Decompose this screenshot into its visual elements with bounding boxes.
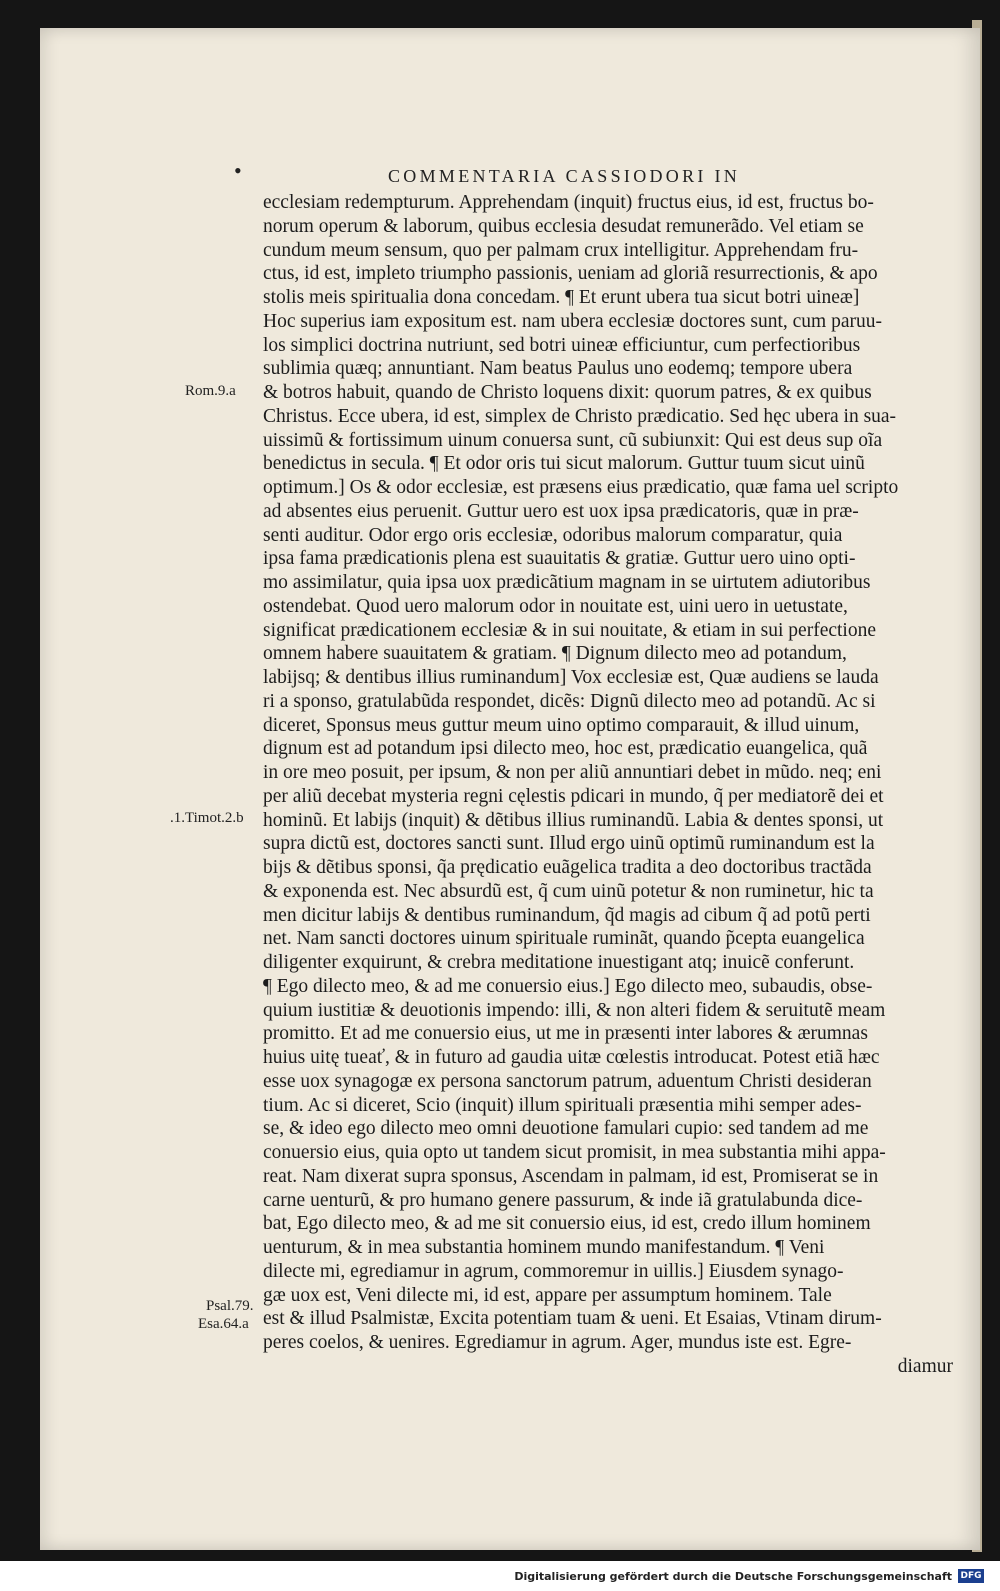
text-line: dilecte mi, egrediamur in agrum, commoremur in uillis.] Eiusdem synago- (263, 1260, 844, 1282)
text-line: ctus, id est, impleto triumpho passionis, ueniam ad gloriã resurrectionis, & apo (263, 263, 878, 285)
running-head: COMMENTARIA CASSIODORI IN (388, 166, 741, 186)
text-line: supra dictũ est, doctores sancti sunt. Illud ergo uinũ optimũ ruminandum est la (263, 833, 875, 855)
text-line: esse uox synagogæ ex persona sanctorum patrum, aduentum Christi desideran (263, 1070, 872, 1092)
text-line: conuersio eius, quia opto ut tandem sicut promisit, in mea substantia mihi appa- (263, 1142, 886, 1163)
body-text (263, 191, 953, 1379)
text-line: labijsq; & dentibus illius ruminandum] Vox ecclesiæ est, Quæ audiens se lauda (263, 667, 879, 688)
marginal-note-psal: Psal.79. (206, 1298, 254, 1314)
text-line: carne uenturũ, & pro humano genere passurum, & inde iã gratulabunda dice- (263, 1189, 863, 1211)
text-line: mo assimilatur, quia ipsa uox prædicãtium magnam in se uirtutem adiutoribus (263, 572, 871, 593)
text-line: senti auditur. Odor ergo oris ecclesiæ, odoribus malorum comparatur, quia (263, 524, 843, 546)
text-line: & botros habuit, quando de Christo loquens dixit: quorum patres, & ex quibus (263, 382, 872, 403)
text-line: huius uitę tueať, & in futuro ad gaudia uitæ cœlestis introducat. Potest etiã hæc (263, 1047, 880, 1068)
catchword: diamur (897, 1355, 953, 1377)
text-line: diligenter exquirunt, & crebra meditatione inuestigant atq; inuicẽ conferunt. (263, 952, 855, 973)
text-line: in ore meo posuit, per ipsum, & non per aliũ annuntiari debet in mũdo. neq; eni (263, 762, 882, 783)
text-line: significat prædicationem ecclesiæ & in sui nouitate, & etiam in sui perfectione (263, 619, 877, 641)
text-line: benedictus in secula. ¶ Et odor oris tui sicut malorum. Guttur tuum sicut uinũ (263, 453, 865, 475)
text-line: gæ uox est, Veni dilecte mi, id est, appare per assumptum hominem. Tale (263, 1284, 832, 1306)
text-line: est & illud Psalmistæ, Excita potentiam tuam & ueni. Et Esaias, Vtinam dirum- (263, 1308, 882, 1330)
text-line: ri a sponso, gratulabũda respondet, dicẽs: Dignũ dilecto meo ad potandũ. Ac si (263, 690, 876, 712)
marginal-note-timot: .1.Timot.2.b (170, 810, 244, 826)
text-line: per aliũ decebat mysteria regni cęlestis pdicari in mundo, q̃ per mediatorẽ dei et (263, 785, 884, 807)
text-line: ipsa fama prædicationis plena est suauitatis & gratiæ. Guttur uero uino opti- (263, 548, 856, 570)
text-line: diceret, Sponsus meus guttur meum uino optimo comparauit, & illud uinum, (263, 714, 860, 736)
text-line: uenturum, & in mea substantia hominem mundo manifestandum. ¶ Veni (263, 1237, 825, 1258)
text-line: bat, Ego dilecto meo, & ad me sit conuersio eius, id est, credo illum hominem (263, 1213, 871, 1235)
marginal-note-esa: Esa.64.a (198, 1316, 249, 1332)
text-line: los simplici doctrina nutriunt, sed botri uineæ efficiuntur, cum perfectioribus (263, 334, 861, 356)
text-line: reat. Nam dixerat supra sponsus, Ascendam in palmam, id est, Promiserat se in (263, 1165, 879, 1187)
text-line: bijs & dẽtibus sponsi, q̃a prędicatio euãgelica tradita a deo doctoribus tractãda (263, 857, 872, 878)
text-line: men dicitur labijs & dentibus ruminandum, q̃d magis ad cibum q̃ ad potũ perti (263, 904, 871, 926)
text-line: dignum est ad potandum ipsi dilecto meo, hoc est, prædicatio euangelica, quã (263, 738, 868, 760)
text-line: sublimia quæq; annuntiant. Nam beatus Paulus uno eodemq; tempore ubera (263, 358, 853, 380)
text-line: norum operum & laborum, quibus ecclesia desudat remunerãdo. Vel etiam se (263, 215, 864, 237)
footer-credit: Digitalisierung gefördert durch die Deutsche Forschungsgemeinschaft (514, 1570, 952, 1583)
text-line: ecclesiam redempturum. Apprehendam (inquit) fructus eius, id est, fructus bo- (263, 192, 874, 213)
text-line: peres coelos, & uenires. Egrediamur in agrum. Ager, mundus iste est. Egre- (263, 1332, 852, 1353)
text-line: cundum meum sensum, quo per palmam crux intelligitur. Apprehendam fru- (263, 239, 859, 261)
text-line: uissimũ & fortissimum uinum conuersa sunt, cũ subiunxit: Qui est deus sup oĩa (263, 429, 883, 451)
text-line: Hoc superius iam expositum est. nam ubera ecclesiæ doctores sunt, cum paruu- (263, 310, 882, 332)
text-line: quium iustitiæ & deuotionis impendo: illi, & non alteri fidem & seruitutẽ meam (263, 999, 886, 1021)
text-line: tium. Ac si diceret, Scio (inquit) illum spirituali præsentia mihi semper ades- (263, 1094, 862, 1116)
text-line: optimum.] Os & odor ecclesiæ, est præsens eius prædicatio, quæ fama uel scripto (263, 477, 899, 498)
text-line: ad absentes eius peruenit. Guttur uero est uox ipsa prædicatoris, quæ in præ- (263, 500, 859, 522)
dfg-logo-icon: DFG (958, 1569, 984, 1583)
text-line: hominũ. Et labijs (inquit) & dẽtibus illius ruminandũ. Labia & dentes sponsi, ut (263, 809, 884, 831)
footer-bar (0, 1561, 1000, 1591)
text-line: ostendebat. Quod uero malorum odor in nouitate est, uini uero in uetustate, (263, 595, 848, 617)
text-line: se, & ideo ego dilecto meo omni deuotione famulari cupio: sed tandem ad me (263, 1118, 869, 1140)
text-line: net. Nam sancti doctores uinum spirituale ruminãt, quando p̃cepta euangelica (263, 928, 865, 950)
marginal-note-rom: Rom.9.a (185, 383, 236, 399)
text-line: Christus. Ecce ubera, id est, simplex de Christo prædicatio. Sed hęc ubera in sua- (263, 405, 897, 427)
text-line: ¶ Ego dilecto meo, & ad me conuersio eius.] Ego dilecto meo, subaudis, obse- (263, 975, 873, 997)
text-line: omnem habere suauitatem & gratiam. ¶ Dignum dilecto meo ad potandum, (263, 643, 847, 665)
ornament-dot: • (234, 158, 242, 183)
text-line: & exponenda est. Nec absurdũ est, q̃ cum uinũ potetur & non ruminetur, hic ta (263, 880, 874, 902)
text-line: stolis meis spiritualia dona concedam. ¶ Et erunt ubera tua sicut botri uineæ] (263, 287, 860, 308)
text-line: promitto. Et ad me conuersio eius, ut me in præsenti inter labores & ærumnas (263, 1023, 868, 1045)
